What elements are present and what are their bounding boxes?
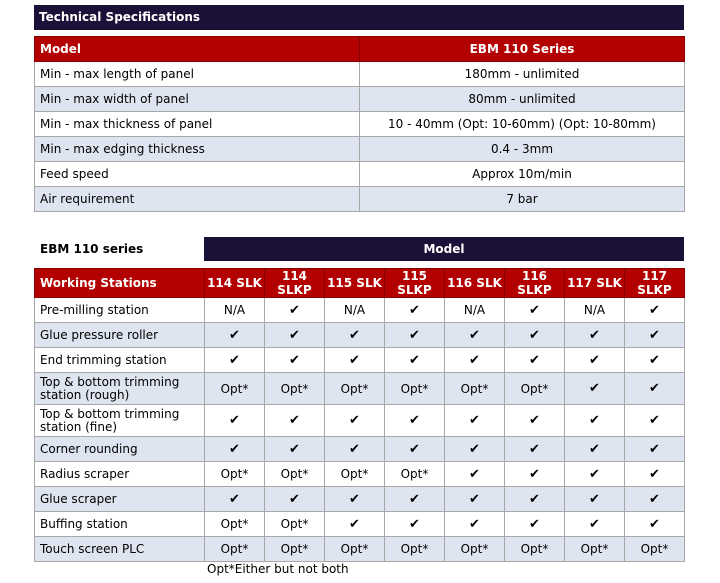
availability-cell: ✔ xyxy=(385,487,445,512)
availability-cell: ✔ xyxy=(505,487,565,512)
availability-cell: Opt* xyxy=(505,373,565,405)
table-row xyxy=(35,87,685,112)
availability-cell: ✔ xyxy=(625,405,685,437)
table-row xyxy=(35,62,685,87)
availability-cell: ✔ xyxy=(445,323,505,348)
spec-header-row xyxy=(35,37,685,62)
model-bar: Model xyxy=(204,237,684,261)
model-column-header: 116 SLK xyxy=(445,269,505,298)
availability-cell: N/A xyxy=(325,298,385,323)
availability-cell: ✔ xyxy=(625,437,685,462)
availability-cell: Opt* xyxy=(385,537,445,562)
availability-cell: ✔ xyxy=(505,348,565,373)
availability-cell: Opt* xyxy=(325,462,385,487)
availability-cell: ✔ xyxy=(505,298,565,323)
station-name: Buffing station xyxy=(35,512,205,537)
spec-table xyxy=(34,36,685,212)
model-column-header: 116 SLKP xyxy=(505,269,565,298)
availability-cell: ✔ xyxy=(265,437,325,462)
availability-cell: Opt* xyxy=(205,512,265,537)
availability-cell: ✔ xyxy=(265,405,325,437)
table-row xyxy=(35,187,685,212)
availability-cell: ✔ xyxy=(385,298,445,323)
availability-cell: ✔ xyxy=(505,512,565,537)
availability-cell: ✔ xyxy=(325,323,385,348)
availability-cell: ✔ xyxy=(325,437,385,462)
availability-cell: Opt* xyxy=(265,462,325,487)
availability-cell: ✔ xyxy=(265,487,325,512)
availability-cell: ✔ xyxy=(445,348,505,373)
stations-table xyxy=(34,268,685,562)
station-name: Top & bottom trimming station (rough) xyxy=(35,373,205,405)
availability-cell: ✔ xyxy=(325,405,385,437)
model-column-header: 117 SLK xyxy=(565,269,625,298)
spec-title: Technical Specifications xyxy=(34,5,684,30)
station-name: Glue pressure roller xyxy=(35,323,205,348)
availability-cell: ✔ xyxy=(325,512,385,537)
availability-cell: Opt* xyxy=(205,462,265,487)
table-row xyxy=(35,537,685,562)
availability-cell: ✔ xyxy=(205,437,265,462)
table-row xyxy=(35,373,685,405)
spec-label: Air requirement xyxy=(35,187,360,212)
spec-label: Feed speed xyxy=(35,162,360,187)
station-name: Touch screen PLC xyxy=(35,537,205,562)
availability-cell: ✔ xyxy=(505,405,565,437)
availability-cell: ✔ xyxy=(445,437,505,462)
model-column-header: 115 SLK xyxy=(325,269,385,298)
table-row xyxy=(35,323,685,348)
availability-cell: ✔ xyxy=(445,405,505,437)
table-row xyxy=(35,298,685,323)
station-name: Corner rounding xyxy=(35,437,205,462)
availability-cell: ✔ xyxy=(325,487,385,512)
station-name: Radius scraper xyxy=(35,462,205,487)
availability-cell: Opt* xyxy=(385,462,445,487)
availability-cell: Opt* xyxy=(265,373,325,405)
availability-cell: ✔ xyxy=(625,323,685,348)
stations-header-row xyxy=(35,269,685,298)
availability-cell: ✔ xyxy=(625,487,685,512)
availability-cell: ✔ xyxy=(505,437,565,462)
spec-value: Approx 10m/min xyxy=(360,162,685,187)
station-name: Pre-milling station xyxy=(35,298,205,323)
table-row xyxy=(35,137,685,162)
model-column-header: 115 SLKP xyxy=(385,269,445,298)
table-row xyxy=(35,437,685,462)
availability-cell: Opt* xyxy=(625,537,685,562)
availability-cell: ✔ xyxy=(205,405,265,437)
spec-value: 7 bar xyxy=(360,187,685,212)
availability-cell: ✔ xyxy=(625,512,685,537)
spec-header-label: Model xyxy=(35,37,360,62)
availability-cell: ✔ xyxy=(565,512,625,537)
availability-cell: Opt* xyxy=(505,537,565,562)
availability-cell: ✔ xyxy=(385,437,445,462)
availability-cell: ✔ xyxy=(565,373,625,405)
series-label: EBM 110 series xyxy=(40,242,144,256)
availability-cell: ✔ xyxy=(445,462,505,487)
table-row xyxy=(35,462,685,487)
availability-cell: Opt* xyxy=(565,537,625,562)
availability-cell: ✔ xyxy=(625,298,685,323)
spec-label: Min - max thickness of panel xyxy=(35,112,360,137)
availability-cell: ✔ xyxy=(205,348,265,373)
availability-cell: Opt* xyxy=(325,537,385,562)
availability-cell: ✔ xyxy=(565,348,625,373)
availability-cell: ✔ xyxy=(265,323,325,348)
footnote: Opt*Either but not both xyxy=(207,562,349,576)
availability-cell: ✔ xyxy=(625,462,685,487)
model-column-header: 114 SLKP xyxy=(265,269,325,298)
stations-header-label: Working Stations xyxy=(35,269,205,298)
availability-cell: N/A xyxy=(445,298,505,323)
availability-cell: ✔ xyxy=(565,462,625,487)
station-name: Glue scraper xyxy=(35,487,205,512)
availability-cell: ✔ xyxy=(565,323,625,348)
availability-cell: ✔ xyxy=(325,348,385,373)
availability-cell: ✔ xyxy=(565,405,625,437)
availability-cell: Opt* xyxy=(265,537,325,562)
station-name: Top & bottom trimming station (fine) xyxy=(35,405,205,437)
spec-value: 0.4 - 3mm xyxy=(360,137,685,162)
availability-cell: Opt* xyxy=(445,373,505,405)
availability-cell: ✔ xyxy=(625,373,685,405)
availability-cell: ✔ xyxy=(565,437,625,462)
table-row xyxy=(35,112,685,137)
table-row xyxy=(35,348,685,373)
availability-cell: ✔ xyxy=(205,487,265,512)
station-name: End trimming station xyxy=(35,348,205,373)
spec-label: Min - max width of panel xyxy=(35,87,360,112)
table-row xyxy=(35,162,685,187)
spec-header-value: EBM 110 Series xyxy=(360,37,685,62)
table-row xyxy=(35,512,685,537)
spec-value: 10 - 40mm (Opt: 10-60mm) (Opt: 10-80mm) xyxy=(360,112,685,137)
availability-cell: ✔ xyxy=(385,512,445,537)
availability-cell: ✔ xyxy=(625,348,685,373)
availability-cell: ✔ xyxy=(445,487,505,512)
spec-value: 180mm - unlimited xyxy=(360,62,685,87)
availability-cell: Opt* xyxy=(265,512,325,537)
spec-label: Min - max length of panel xyxy=(35,62,360,87)
availability-cell: ✔ xyxy=(205,323,265,348)
availability-cell: Opt* xyxy=(205,373,265,405)
availability-cell: Opt* xyxy=(205,537,265,562)
availability-cell: Opt* xyxy=(385,373,445,405)
model-column-header: 117 SLKP xyxy=(625,269,685,298)
availability-cell: N/A xyxy=(565,298,625,323)
availability-cell: ✔ xyxy=(565,487,625,512)
table-row xyxy=(35,487,685,512)
availability-cell: ✔ xyxy=(505,462,565,487)
availability-cell: ✔ xyxy=(445,512,505,537)
availability-cell: ✔ xyxy=(385,323,445,348)
model-column-header: 114 SLK xyxy=(205,269,265,298)
spec-label: Min - max edging thickness xyxy=(35,137,360,162)
availability-cell: ✔ xyxy=(265,298,325,323)
table-row xyxy=(35,405,685,437)
availability-cell: ✔ xyxy=(385,348,445,373)
availability-cell: N/A xyxy=(205,298,265,323)
spec-value: 80mm - unlimited xyxy=(360,87,685,112)
availability-cell: ✔ xyxy=(385,405,445,437)
availability-cell: Opt* xyxy=(325,373,385,405)
availability-cell: ✔ xyxy=(505,323,565,348)
availability-cell: Opt* xyxy=(445,537,505,562)
availability-cell: ✔ xyxy=(265,348,325,373)
